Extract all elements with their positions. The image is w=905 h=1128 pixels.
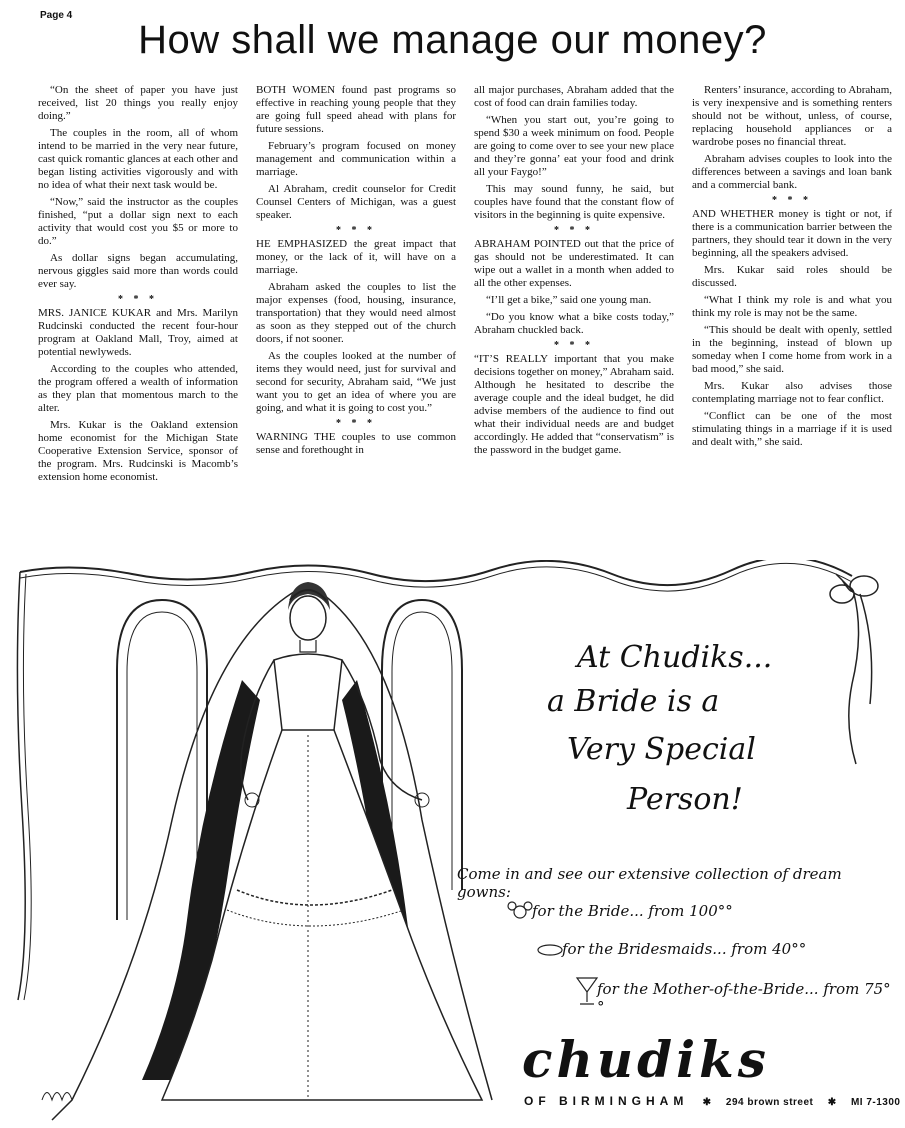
section-divider: * * * bbox=[118, 294, 158, 305]
paragraph: ABRAHAM POINTED out that the price of gas should not be underestimated. It can wipe out a wallet in a month when added to all the other expenses. bbox=[474, 238, 674, 289]
column-2 bbox=[256, 84, 456, 461]
paragraph: According to the couples who attended, the program offered a wealth of information as they plan that momentous march to the alter. bbox=[38, 363, 238, 414]
paragraph: AND WHETHER money is tight or not, if there is a communication barrier between the partners, they should tear it down in the very beginning, all the speakers advised. bbox=[692, 208, 892, 259]
page-number: Page 4 bbox=[40, 10, 73, 21]
paragraph: Renters’ insurance, according to Abraham, is very inexpensive and is something renters should not be without, unless, of course, replacing household appliances or a wardrobe poses no financial threat. bbox=[692, 84, 892, 148]
brand-footer bbox=[524, 1094, 901, 1108]
section-divider: * * * bbox=[554, 340, 594, 351]
ad-tagline-2: a Bride is a bbox=[547, 684, 720, 719]
column-1 bbox=[38, 84, 238, 488]
ad-tagline-4: Person! bbox=[627, 782, 743, 817]
headline: How shall we manage our money? bbox=[138, 18, 767, 62]
paragraph: “What I think my role is and what you think my role is may not be the same. bbox=[692, 294, 892, 319]
paragraph: Mrs. Kukar also advises those contemplating marriage not to fear conflict. bbox=[692, 380, 892, 405]
paragraph: “I’ll get a bike,” said one young man. bbox=[486, 294, 652, 306]
store-phone: MI 7-1300 bbox=[850, 1097, 901, 1108]
paragraph: WARNING THE couples to use common sense and forethought in bbox=[256, 431, 456, 456]
brand-logo: chudiks bbox=[522, 1030, 770, 1089]
ad-tagline-1: At Chudiks... bbox=[577, 640, 773, 675]
paragraph: As dollar signs began accumulating, nervous giggles said more than words could ever say. bbox=[38, 252, 238, 290]
brand-location: OF BIRMINGHAM bbox=[524, 1094, 689, 1108]
column-3 bbox=[474, 84, 674, 461]
paragraph: Abraham advises couples to look into the differences between a savings and loan bank and a commercial bank. bbox=[692, 153, 892, 191]
ad-price-mother: for the Mother-of-the-Bride... from 75°° bbox=[597, 980, 891, 1016]
star-icon: ✱ bbox=[702, 1097, 712, 1108]
paragraph: Abraham asked the couples to list the major expenses (food, housing, insurance, transportation) that they would need almost as soon as they stepped out of the church doors, if not sooner. bbox=[256, 281, 456, 345]
section-divider: * * * bbox=[336, 225, 376, 236]
paragraph: This may sound funny, he said, but couples have found that the constant flow of visitors in the beginning is quite expensive. bbox=[474, 183, 674, 221]
paragraph: Mrs. Kukar said roles should be discussed. bbox=[692, 264, 892, 289]
ad-invitation: Come in and see our extensive collection of dream gowns: bbox=[457, 865, 842, 901]
paragraph: BOTH WOMEN found past programs so effective in reaching young people that they are going full speed ahead with plans for future sessions. bbox=[256, 84, 456, 135]
paragraph: MRS. JANICE KUKAR and Mrs. Marilyn Rudcinski conducted the recent four-hour program at Oakland Mall, Troy, aimed at potential newlyweds. bbox=[38, 307, 238, 358]
paragraph: “On the sheet of paper you have just received, list 20 things you really enjoy doing.” bbox=[38, 84, 238, 122]
ad-price-bride: for the Bride... from 100°° bbox=[532, 902, 733, 920]
section-divider: * * * bbox=[554, 225, 594, 236]
paragraph: “Do you know what a bike costs today,” Abraham chuckled back. bbox=[474, 311, 674, 336]
ad-price-bridesmaids: for the Bridesmaids... from 40°° bbox=[562, 940, 807, 958]
paragraph: As the couples looked at the number of items they would need, just for survival and second for security, Abraham said, “We just want you to get an idea of where you are going, and what it is going to cost you.” bbox=[256, 350, 456, 414]
ad-tagline-3: Very Special bbox=[567, 732, 756, 767]
store-address: 294 brown street bbox=[725, 1097, 814, 1108]
paragraph: February’s program focused on money management and communication within a marriage. bbox=[256, 140, 456, 178]
paragraph: “Now,” said the instructor as the couples finished, “put a dollar sign next to each activity that would cost you $5 or more to do.” bbox=[38, 196, 238, 247]
paragraph: “This should be dealt with openly, settled in the beginning, instead of blown up someday when I come home from work in a bad mood,” she said. bbox=[692, 324, 892, 375]
paragraph: The couples in the room, all of whom intend to be married in the very near future, cast quick romantic glances at each other and began listing activities vigorously and with no idea of what their next task would be. bbox=[38, 127, 238, 191]
paragraph: “When you start out, you’re going to spend $30 a week minimum on food. People are going to come over to see your new place and they’re gonna’ eat your food and drink all your Faygo!” bbox=[474, 114, 674, 178]
article-body bbox=[38, 84, 892, 554]
paragraph: Mrs. Kukar is the Oakland extension home economist for the Michigan State Cooperative Extension Service, sponsor of the program. Mrs. Rudcinski is Macomb’s extension home economist. bbox=[38, 419, 238, 483]
column-4 bbox=[692, 84, 892, 453]
star-icon: ✱ bbox=[827, 1097, 837, 1108]
paragraph: “IT’S REALLY important that you make decisions together on money,” Abraham said. Although he hesitated to describe the average couple and the ideal budget, he did advise members of the audience to find out what their individual needs are and budget accordingly. He added that “conservatism” is the password in the budget game. bbox=[474, 353, 674, 456]
paragraph: “Conflict can be one of the most stimulating things in a marriage if it is used and dealt with,” she said. bbox=[692, 410, 892, 448]
paragraph: Al Abraham, credit counselor for Credit Counsel Centers of Michigan, was a guest speaker. bbox=[256, 183, 456, 221]
paragraph: all major purchases, Abraham added that the cost of food can drain families today. bbox=[474, 84, 674, 109]
chudiks-advertisement bbox=[12, 560, 901, 1124]
section-divider: * * * bbox=[336, 418, 376, 429]
section-divider: * * * bbox=[772, 195, 812, 206]
paragraph: HE EMPHASIZED the great impact that money, or the lack of it, will have on a marriage. bbox=[256, 238, 456, 276]
